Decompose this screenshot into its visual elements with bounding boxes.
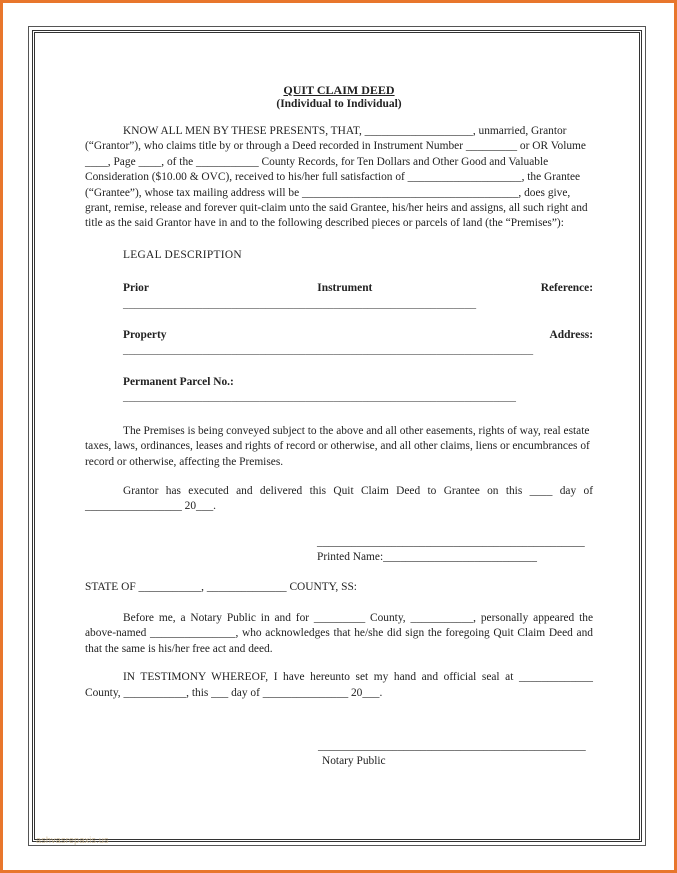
address-label: Address: [549,329,593,342]
parcel-blank-line: _____________________________________________________________________ [123,391,516,404]
testimony-paragraph: IN TESTIMONY WHEREOF, I have hereunto set my hand and official seal at _____________ County, ___________, this ___ day of _______________ 20___. [85,671,593,699]
printed-name-line: Printed Name:___________________________ [317,551,537,564]
notary-signature-line: _______________________________________________ [318,739,586,752]
grantor-signature-block [317,535,593,566]
prior-blank-line: ______________________________________________________________ [123,297,477,310]
property-blank-line: ________________________________________________________________________ [123,344,534,357]
premises-paragraph: The Premises is being conveyed subject to the above and all other easements, rights of way, real estate taxes, laws, ordinances, leases and rights of record or otherwise, and all other claims, liens or encumbrances of record or otherwise, affecting the Premises. [85,424,590,468]
deed-document [85,83,593,770]
document-title: QUIT CLAIM DEED [283,83,395,97]
property-label: Property [123,329,167,342]
intro-paragraph: KNOW ALL MEN BY THESE PRESENTS, THAT, ___________________, unmarried, Grantor (“Grantor”), who claims title by or through a Deed recorded in Instrument Number _________ or OR Volume ____, Page ____, of the ___________ County Records, for Ten Dollars and Other Good and Valuable Consideration ($10.00 & OVC), received to his/her full satisfaction of ____________________, the Grantee (“Grantee”), whose tax mailing address will be ______________________________________, does give, grant, remise, release and forever quit-claim unto the said Grantee, his/her heirs and assigns, all such right and title as the said Grantor have in and to the following described pieces or parcels of land (the “Premises”): [85,125,588,230]
signature-line: _______________________________________________ [317,535,585,548]
prior-label: Prior [123,282,149,295]
notary-paragraph: Before me, a Notary Public in and for _________ County, ___________, personally appeared the above-named _______________, who acknowledges that he/she did sign the foregoing Quit Claim Deed and that the same is his/her free act and deed. [85,611,593,655]
notary-public-label: Notary Public [322,755,386,768]
legal-description-heading: LEGAL DESCRIPTION [123,248,242,261]
watermark-text: ashvasrepaxis.us [36,835,109,845]
prior-instrument-row [123,281,593,296]
notary-signature-block [318,739,593,770]
executed-paragraph: Grantor has executed and delivered this Quit Claim Deed to Grantee on this ____ day of _________________ 20___. [85,484,593,513]
state-county-line: STATE OF ___________, ______________ COUNTY, SS: [85,580,357,593]
instrument-label: Instrument [317,282,373,295]
document-subtitle: (Individual to Individual) [276,98,402,110]
parcel-label: Permanent Parcel No.: [123,375,234,388]
property-address-row [123,328,593,343]
reference-label: Reference: [540,282,593,295]
